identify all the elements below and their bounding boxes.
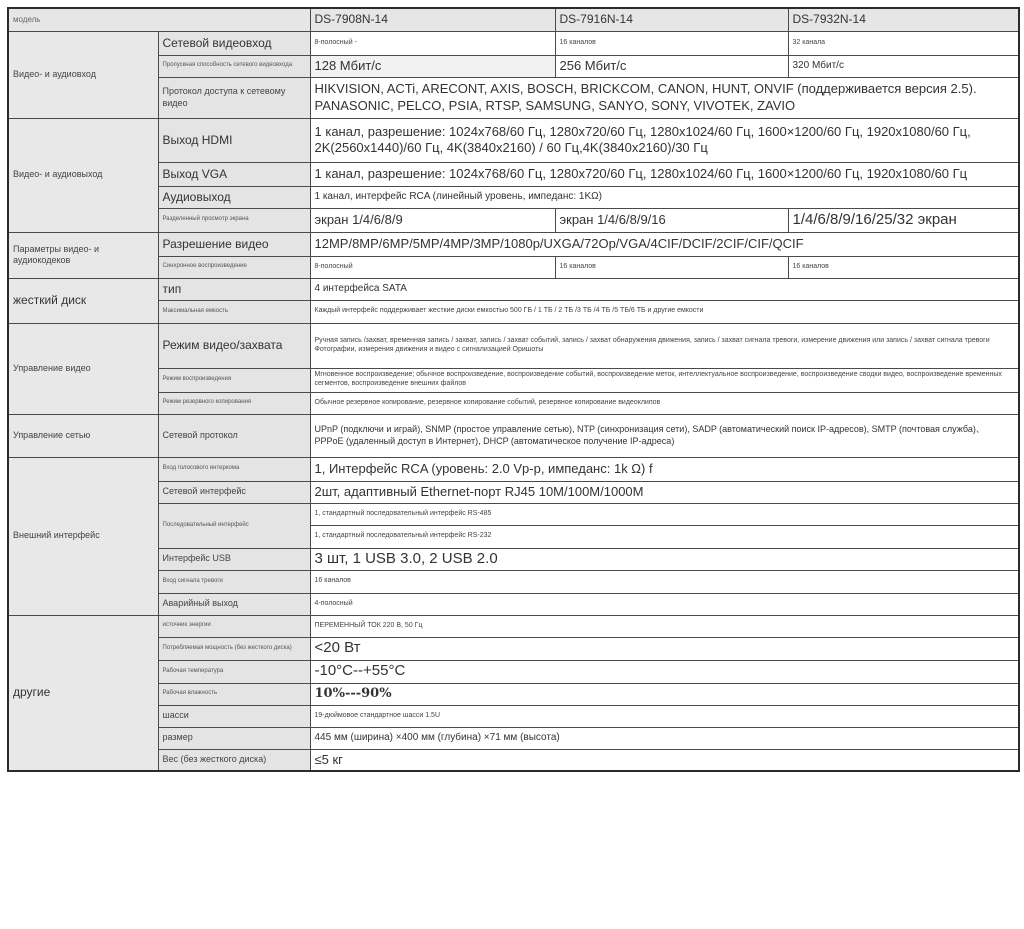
table-row <box>8 77 1019 118</box>
serial-interface-value-1: 1, стандартный последовательный интерфейс RS-485 <box>310 503 1019 525</box>
bandwidth-value-1: 128 Мбит/с <box>310 55 555 77</box>
table-row <box>8 162 1019 186</box>
size-label: размер <box>158 727 310 749</box>
working-humidity-label: Рабочая влажность <box>158 683 310 705</box>
record-mode-label: Режим видео/захвата <box>158 323 310 368</box>
hdd-type-label: тип <box>158 278 310 300</box>
vga-value: 1 канал, разрешение: 1024x768/60 Гц, 1280x720/60 Гц, 1280x1024/60 Гц, 1600×1200/60 Гц, 1920x1080/60 Гц <box>310 162 1019 186</box>
table-row <box>8 186 1019 208</box>
model-1: DS-7908N-14 <box>310 8 555 31</box>
hdd-capacity-label: Максимальная емкость <box>158 300 310 323</box>
alarm-output-label: Аварийный выход <box>158 593 310 615</box>
table-row <box>8 705 1019 727</box>
power-source-label: источник энергии <box>158 615 310 637</box>
table-row <box>8 31 1019 55</box>
audio-out-value: 1 канал, интерфейс RCA (линейный уровень, импеданс: 1KΩ) <box>310 186 1019 208</box>
network-interface-value: 2шт, адаптивный Ethernet-порт RJ45 10M/100M/1000M <box>310 481 1019 503</box>
hdd-capacity-value: Каждый интерфейс поддерживает жесткие диски емкостью 500 ГБ / 1 ТБ / 2 ТБ /3 ТБ /4 ТБ /5 ТБ/6 ТБ и другие емкости <box>310 300 1019 323</box>
table-row <box>8 323 1019 368</box>
network-input-value-1: 8-полосный - <box>310 31 555 55</box>
hdd-type-value: 4 интерфейса SATA <box>310 278 1019 300</box>
split-value-3: 1/4/6/8/9/16/25/32 экран <box>788 208 1019 232</box>
split-label: Разделенный просмотр экрана <box>158 208 310 232</box>
network-interface-label: Сетевой интерфейс <box>158 481 310 503</box>
playback-mode-label: Режим воспроизведения <box>158 368 310 392</box>
resolution-value: 12MP/8MP/6MP/5MP/4MP/3MP/1080p/UXGA/72Op/VGA/4CIF/DCIF/2CIF/CIF/QCIF <box>310 232 1019 256</box>
resolution-label: Разрешение видео <box>158 232 310 256</box>
category-hdd: жесткий диск <box>8 278 158 323</box>
category-others: другие <box>8 615 158 771</box>
power-consumption-value: <20 Вт <box>310 637 1019 660</box>
hdmi-label: Выход HDMI <box>158 118 310 162</box>
spec-table <box>7 7 1020 772</box>
audio-out-label: Аудиовыход <box>158 186 310 208</box>
table-row <box>8 278 1019 300</box>
table-row <box>8 548 1019 570</box>
category-video-management: Управление видео <box>8 323 158 414</box>
record-mode-value: Ручная запись /захват, временная запись / захват, запись / захват событий, запись / захват обнаружения движения, запись / захват сигнала тревоги, измерение движения или запись / захват сигнала тревоги Фотографии, измерения движения и видео с сигнализацией Оришоты <box>310 323 1019 368</box>
sync-label: Синхронное воспроизведение <box>158 256 310 278</box>
table-row <box>8 660 1019 683</box>
table-row <box>8 414 1019 457</box>
sync-value-3: 16 каналов <box>788 256 1019 278</box>
table-row <box>8 481 1019 503</box>
table-row <box>8 368 1019 392</box>
size-value: 445 мм (ширина) ×400 мм (глубина) ×71 мм (высота) <box>310 727 1019 749</box>
sync-value-2: 16 каналов <box>555 256 788 278</box>
backup-mode-label: Режим резервного копирования <box>158 392 310 414</box>
chassis-label: шасси <box>158 705 310 727</box>
table-row <box>8 637 1019 660</box>
serial-interface-value-2: 1, стандартный последовательный интерфейс RS-232 <box>310 525 1019 548</box>
power-source-value: ПЕРЕМЕННЫЙ ТОК 220 В, 50 Гц <box>310 615 1019 637</box>
alarm-input-value: 16 каналов <box>310 570 1019 593</box>
alarm-output-value: 4-полосный <box>310 593 1019 615</box>
network-input-value-2: 16 каналов <box>555 31 788 55</box>
table-row <box>8 593 1019 615</box>
working-temperature-label: Рабочая температура <box>158 660 310 683</box>
table-row <box>8 118 1019 162</box>
bandwidth-value-2: 256 Мбит/с <box>555 55 788 77</box>
network-protocol-value: UPnP (подключи и играй), SNMP (простое управление сетью), NTP (синхронизация сети), SADP (автоматический поиск IP-адресов), SMTP (почтовая служба)、 PPPoE (удаленный доступ в Интернет), DHCP (автоматическое получение IP-адреса) <box>310 414 1019 457</box>
table-row <box>8 457 1019 481</box>
serial-interface-label: Последовательный интерфейс <box>158 503 310 548</box>
category-video-audio-input: Видео- и аудиовход <box>8 31 158 118</box>
table-row <box>8 749 1019 771</box>
network-input-label: Сетевой видеовход <box>158 31 310 55</box>
model-2: DS-7916N-14 <box>555 8 788 31</box>
table-row <box>8 232 1019 256</box>
network-protocol-label: Сетевой протокол <box>158 414 310 457</box>
table-row <box>8 615 1019 637</box>
protocol-value: HIKVISION, ACTi, ARECONT, AXIS, BOSCH, BRICKCOM, CANON, HUNT, ONVIF (поддерживается версия 2.5). PANASONIC, PELCO, PSIA, RTSP, SAMSUNG, SANYO, SONY, VIVOTEK, ZAVIO <box>310 77 1019 118</box>
vga-label: Выход VGA <box>158 162 310 186</box>
weight-label: Вес (без жесткого диска) <box>158 749 310 771</box>
table-row <box>8 256 1019 278</box>
protocol-label: Протокол доступа к сетевому видео <box>158 77 310 118</box>
alarm-input-label: Вход сигнала тревоги <box>158 570 310 593</box>
table-row <box>8 208 1019 232</box>
weight-value: ≤5 кг <box>310 749 1019 771</box>
chassis-value: 19-дюймовое стандартное шасси 1.5U <box>310 705 1019 727</box>
hdmi-value: 1 канал, разрешение: 1024x768/60 Гц, 1280x720/60 Гц, 1280x1024/60 Гц, 1600×1200/60 Гц, 1920x1080/60 Гц, 2K(2560x1440)/60 Гц, 4K(3840x2160) / 60 Гц,4K(3840x2160)/30 Гц <box>310 118 1019 162</box>
working-humidity-value: 10%---90% <box>310 683 1019 705</box>
category-video-audio-output: Видео- и аудиовыход <box>8 118 158 232</box>
model-3: DS-7932N-14 <box>788 8 1019 31</box>
backup-mode-value: Обычное резервное копирование, резервное копирование событий, резервное копирование видеоклипов <box>310 392 1019 414</box>
table-row <box>8 570 1019 593</box>
power-consumption-label: Потребляемая мощность (без жесткого диска) <box>158 637 310 660</box>
table-row <box>8 392 1019 414</box>
bandwidth-label: Пропускная способность сетевого видеовхода <box>158 55 310 77</box>
table-row <box>8 683 1019 705</box>
intercom-label: Вход голосового интеркома <box>158 457 310 481</box>
playback-mode-value: Мгновенное воспроизведение; обычное воспроизведение, воспроизведение событий, воспроизведение меток, интеллектуальное воспроизведение, воспроизведение сводки видео, воспроизведение временных сегментов, воспроизведение внешних файлов <box>310 368 1019 392</box>
category-codec-params: Параметры видео- и аудиокодеков <box>8 232 158 278</box>
category-network-management: Управление сетью <box>8 414 158 457</box>
table-row <box>8 55 1019 77</box>
table-row <box>8 727 1019 749</box>
usb-interface-value: 3 шт, 1 USB 3.0, 2 USB 2.0 <box>310 548 1019 570</box>
working-temperature-value: -10°C--+55°C <box>310 660 1019 683</box>
split-value-1: экран 1/4/6/8/9 <box>310 208 555 232</box>
network-input-value-3: 32 канала <box>788 31 1019 55</box>
bandwidth-value-3: 320 Мбит/с <box>788 55 1019 77</box>
sync-value-1: 8-полосный <box>310 256 555 278</box>
intercom-value: 1, Интерфейс RCA (уровень: 2.0 Vp-p, импеданс: 1k Ω) f <box>310 457 1019 481</box>
table-row <box>8 503 1019 525</box>
category-external-interface: Внешний интерфейс <box>8 457 158 615</box>
model-label: модель <box>8 8 310 31</box>
usb-interface-label: Интерфейс USB <box>158 548 310 570</box>
header-row <box>8 8 1019 31</box>
split-value-2: экран 1/4/6/8/9/16 <box>555 208 788 232</box>
table-row <box>8 300 1019 323</box>
